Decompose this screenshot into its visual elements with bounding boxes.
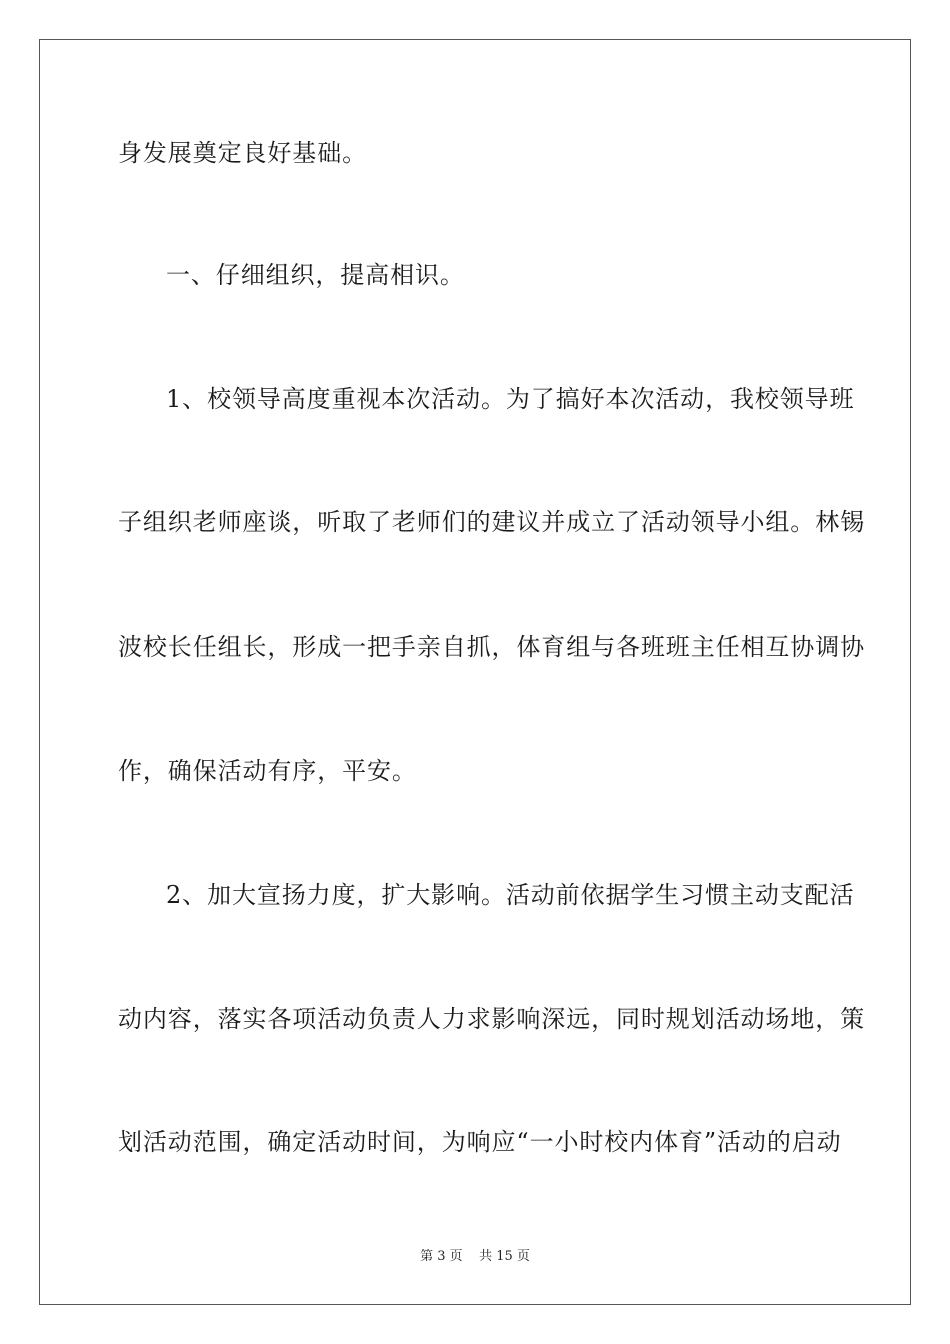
- paragraph-line: 作，确保活动有序，平安。: [118, 757, 417, 785]
- page-number-footer: 第 3 页 共 15 页: [420, 1249, 530, 1264]
- paragraph-line: 2、加大宣扬力度，扩大影响。活动前依据学生习惯主动支配活: [166, 881, 855, 909]
- section-heading: 一、仔细组织，提高相识。: [166, 261, 465, 289]
- page-frame: [39, 39, 911, 1305]
- paragraph-line: 动内容，落实各项活动负责人力求影响深远，同时规划活动场地，策: [118, 1005, 865, 1033]
- paragraph-line: 子组织老师座谈，听取了老师们的建议并成立了活动领导小组。林锡: [118, 508, 865, 536]
- paragraph-line: 划活动范围，确定活动时间，为响应“一小时校内体育”活动的启动: [118, 1128, 842, 1156]
- paragraph-line: 身发展奠定良好基础。: [118, 139, 367, 167]
- paragraph-line: 1、校领导高度重视本次活动。为了搞好本次活动，我校领导班: [166, 385, 855, 413]
- paragraph-line: 波校长任组长，形成一把手亲自抓，体育组与各班班主任相互协调协: [118, 633, 865, 661]
